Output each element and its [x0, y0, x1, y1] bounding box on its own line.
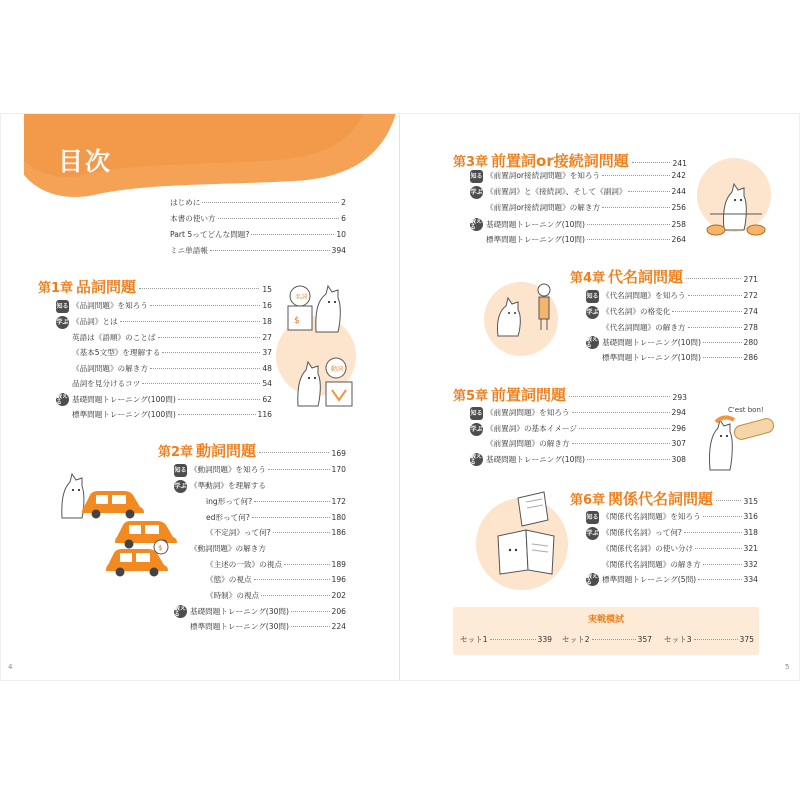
toc-row[interactable]: 基礎問題トレーニング(10問) 308 [486, 455, 686, 464]
learn-badge: 学ぶ [56, 316, 69, 329]
toc-row[interactable]: 標準問題トレーニング(10問) 286 [602, 353, 758, 362]
train-badge: 鍛える [470, 217, 483, 231]
toc-row[interactable]: 《関係代名詞》の使い分け 321 [602, 544, 758, 553]
toc-row[interactable]: ing形って何? 172 [206, 497, 346, 506]
toc-row[interactable]: 《前置詞or接続詞問題》の解き方 256 [486, 203, 686, 212]
toc-row[interactable]: 《時制》の視点 202 [206, 591, 346, 600]
toc-row[interactable]: 本書の使い方 6 [170, 214, 346, 223]
toc-row[interactable]: 《基本5文型》を理解する 37 [72, 348, 272, 357]
toc-row[interactable]: 《動詞問題》を知ろう 170 [190, 465, 346, 474]
toc-row[interactable]: 《関係代名詞問題》を知ろう 316 [602, 512, 758, 521]
chapter-6-heading[interactable]: 第6章 関係代名詞問題 315 [570, 490, 758, 508]
toc-row[interactable]: 《品詞問題》の解き方 48 [72, 364, 272, 373]
page-gutter [399, 113, 400, 681]
toc-row[interactable]: 《関係代名詞》って何? 318 [602, 528, 758, 537]
toc-row[interactable]: はじめに 2 [170, 198, 346, 207]
toc-row[interactable]: 標準問題トレーニング(5問) 334 [602, 575, 758, 584]
toc-row[interactable]: 《前置詞》の基本イメージ 296 [486, 424, 686, 433]
cat-with-bread-illustration [694, 400, 778, 474]
toc-row[interactable]: 基礎問題トレーニング(30問) 206 [190, 607, 346, 616]
toc-row[interactable]: 《代名詞問題》を知ろう 272 [602, 291, 758, 300]
exam-set-row[interactable]: セット2 357 [562, 635, 652, 644]
toc-row[interactable]: 《品詞》とは 18 [72, 317, 272, 326]
page-title: 目次 [58, 147, 113, 176]
page-number: 5 [785, 663, 790, 671]
page-number: 4 [8, 663, 13, 671]
toc-row[interactable]: 《前置詞問題》の解き方 307 [486, 439, 686, 448]
toc-row[interactable]: 《不定詞》って何? 186 [206, 528, 346, 537]
know-badge: 知る [470, 170, 483, 183]
learn-badge: 学ぶ [586, 527, 599, 540]
toc-row[interactable]: 標準問題トレーニング(100問) 116 [72, 410, 272, 419]
learn-badge: 学ぶ [470, 423, 483, 436]
toc-row[interactable]: 標準問題トレーニング(10問) 264 [486, 235, 686, 244]
exam-title: 実戦模試 [587, 615, 624, 625]
chapter-2-heading[interactable]: 第2章 動詞問題 169 [158, 442, 346, 460]
toc-row[interactable]: 《動詞問題》の解き方 [190, 544, 266, 553]
toc-row[interactable]: 品詞を見分けるコツ 54 [72, 379, 272, 388]
chapter-5-heading[interactable]: 第5章 前置詞問題 293 [453, 386, 687, 404]
chapter-1-heading[interactable]: 第1章 品詞問題 15 [38, 278, 272, 296]
learn-badge: 学ぶ [174, 480, 187, 493]
toc-row[interactable]: 《準動詞》を理解する [190, 481, 266, 490]
learn-badge: 学ぶ [586, 306, 599, 319]
noun-tag: 名詞 [295, 294, 308, 301]
train-badge: 鍛える [586, 335, 599, 349]
toc-row[interactable]: 《品詞問題》を知ろう 16 [72, 301, 272, 310]
train-badge: 鍛える [470, 452, 483, 466]
cat-with-sign-illustration [150, 538, 172, 566]
know-badge: 知る [586, 511, 599, 524]
car-icon [80, 487, 146, 519]
toc-row[interactable]: 《前置詞問題》を知ろう 294 [486, 408, 686, 417]
know-badge: 知る [56, 300, 69, 313]
chapter-4-heading[interactable]: 第4章 代名詞問題 271 [570, 268, 758, 286]
toc-row[interactable]: 《主述の一致》の視点 189 [206, 560, 346, 569]
toc-row[interactable]: 基礎問題トレーニング(10問) 258 [486, 220, 686, 229]
exam-set-row[interactable]: セット1 339 [460, 635, 552, 644]
train-badge: 鍛える [56, 392, 69, 406]
train-badge: 鍛える [586, 572, 599, 586]
dollar-sign: $ [158, 544, 163, 552]
toc-row[interactable]: 《態》の視点 196 [206, 575, 346, 584]
open-books-illustration [488, 490, 568, 578]
chapter-3-heading[interactable]: 第3章 前置詞or接続詞問題 241 [453, 152, 687, 170]
toc-row[interactable]: Part 5ってどんな問題? 10 [170, 230, 346, 239]
toc-row[interactable]: ミニ単語帳 394 [170, 246, 346, 255]
toc-row[interactable]: 基礎問題トレーニング(100問) 62 [72, 395, 272, 404]
cat-and-person-illustration [488, 280, 568, 350]
learn-badge: 学ぶ [470, 186, 483, 199]
toc-row[interactable]: 《代名詞》の格変化 274 [602, 307, 758, 316]
know-badge: 知る [174, 464, 187, 477]
toc-row[interactable]: 基礎問題トレーニング(10問) 280 [602, 338, 758, 347]
cat-with-scales-illustration [706, 180, 766, 244]
toc-row[interactable]: 《関係代名詞問題》の解き方 332 [602, 560, 758, 569]
verb-tag: 動詞 [331, 366, 344, 373]
cat-with-crate-illustration [290, 352, 360, 410]
know-badge: 知る [586, 290, 599, 303]
toc-row[interactable]: 《前置詞》と《接続詞》、そして《副詞》 244 [486, 187, 686, 196]
speech-text: C'est bon! [728, 406, 764, 414]
toc-row[interactable]: 《前置詞or接続詞問題》を知ろう 242 [486, 171, 686, 180]
train-badge: 鍛える [174, 604, 187, 618]
exam-set-row[interactable]: セット3 375 [664, 635, 754, 644]
know-badge: 知る [470, 407, 483, 420]
toc-row[interactable]: 標準問題トレーニング(30問) 224 [190, 622, 346, 631]
toc-row[interactable]: ed形って何? 180 [206, 513, 346, 522]
toc-row[interactable]: 《代名詞問題》の解き方 278 [602, 323, 758, 332]
toc-row[interactable]: 英語は《語順》のことば 27 [72, 333, 272, 342]
cat-with-box-illustration [282, 280, 346, 340]
svg-text:$: $ [294, 316, 300, 326]
